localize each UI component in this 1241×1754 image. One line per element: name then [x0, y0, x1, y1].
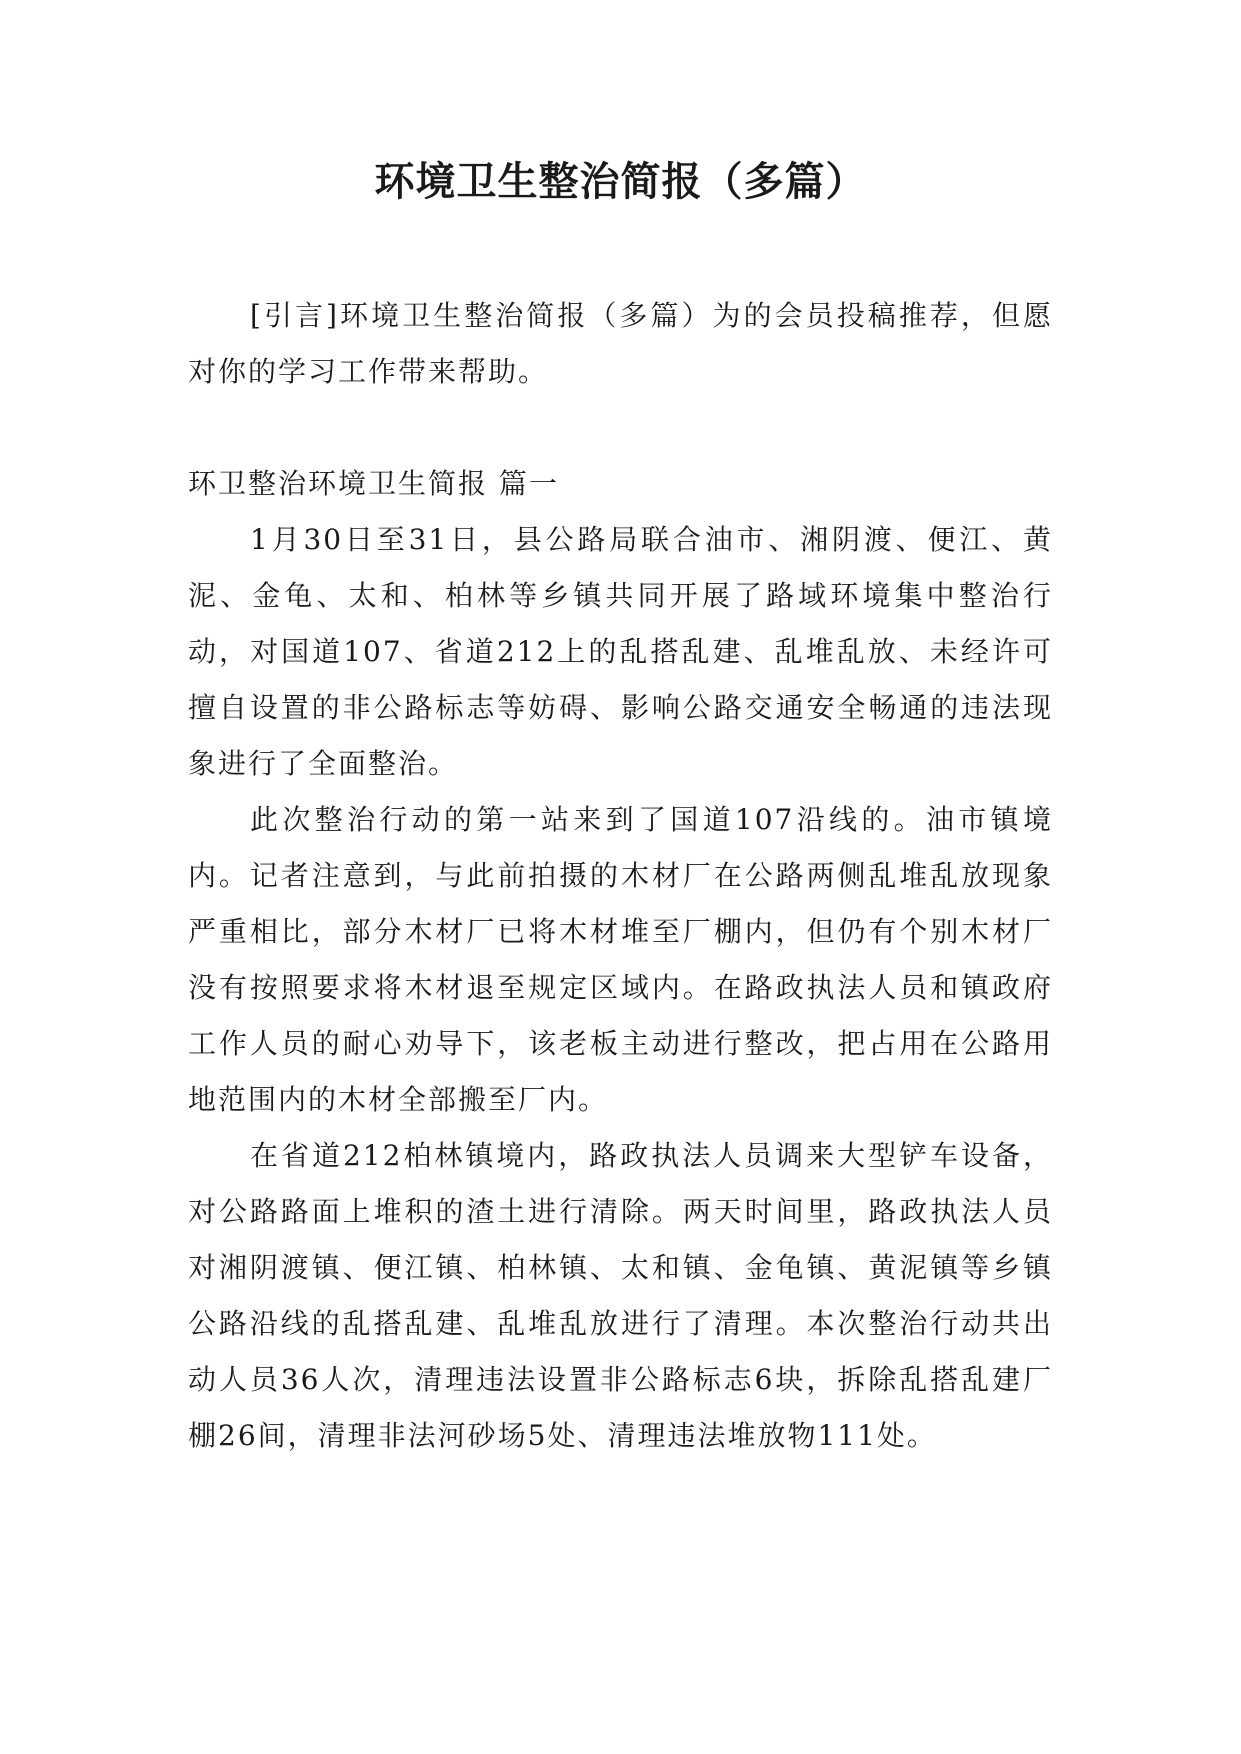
document-title: 环境卫生整治简报（多篇） — [374, 159, 867, 205]
body-paragraph-3: 在省道212柏林镇境内，路政执法人员调来大型铲车设备，对公路路面上堆积的渣土进行清除。两天时间里，路政执法人员对湘阴渡镇、便江镇、柏林镇、太和镇、金龟镇、黄泥镇等乡镇公路沿线的乱搭乱建、乱堆乱放进行了清理。本次整治行动共出动人员36人次，清理违法设置非公路标志6块，拆除乱搭乱建厂棚26间，清理非法河砂场5处、清理违法堆放物111处。 — [188, 1139, 1053, 1452]
section-heading: 环卫整治环境卫生简报 篇一 — [188, 467, 559, 500]
body-paragraph-1: 1月30日至31日，县公路局联合油市、湘阴渡、便江、黄泥、金龟、太和、柏林等乡镇共同开展了路域环境集中整治行动，对国道107、省道212上的乱搭乱建、乱堆乱放、未经许可擅自设置的非公路标志等妨碍、影响公路交通安全畅通的违法现象进行了全面整治。 — [188, 523, 1053, 780]
body-paragraph-2: 此次整治行动的第一站来到了国道107沿线的。油市镇境内。记者注意到，与此前拍摄的木材厂在公路两侧乱堆乱放现象严重相比，部分木材厂已将木材堆至厂棚内，但仍有个别木材厂没有按照要求将木材退至规定区域内。在路政执法人员和镇政府工作人员的耐心劝导下，该老板主动进行整改，把占用在公路用地范围内的木材全部搬至厂内。 — [188, 803, 1053, 1116]
document-body — [188, 288, 1053, 1464]
intro-paragraph: [引言]环境卫生整治简报（多篇）为的会员投稿推荐，但愿对你的学习工作带来帮助。 — [188, 299, 1053, 388]
paragraph-gap — [188, 400, 1053, 456]
